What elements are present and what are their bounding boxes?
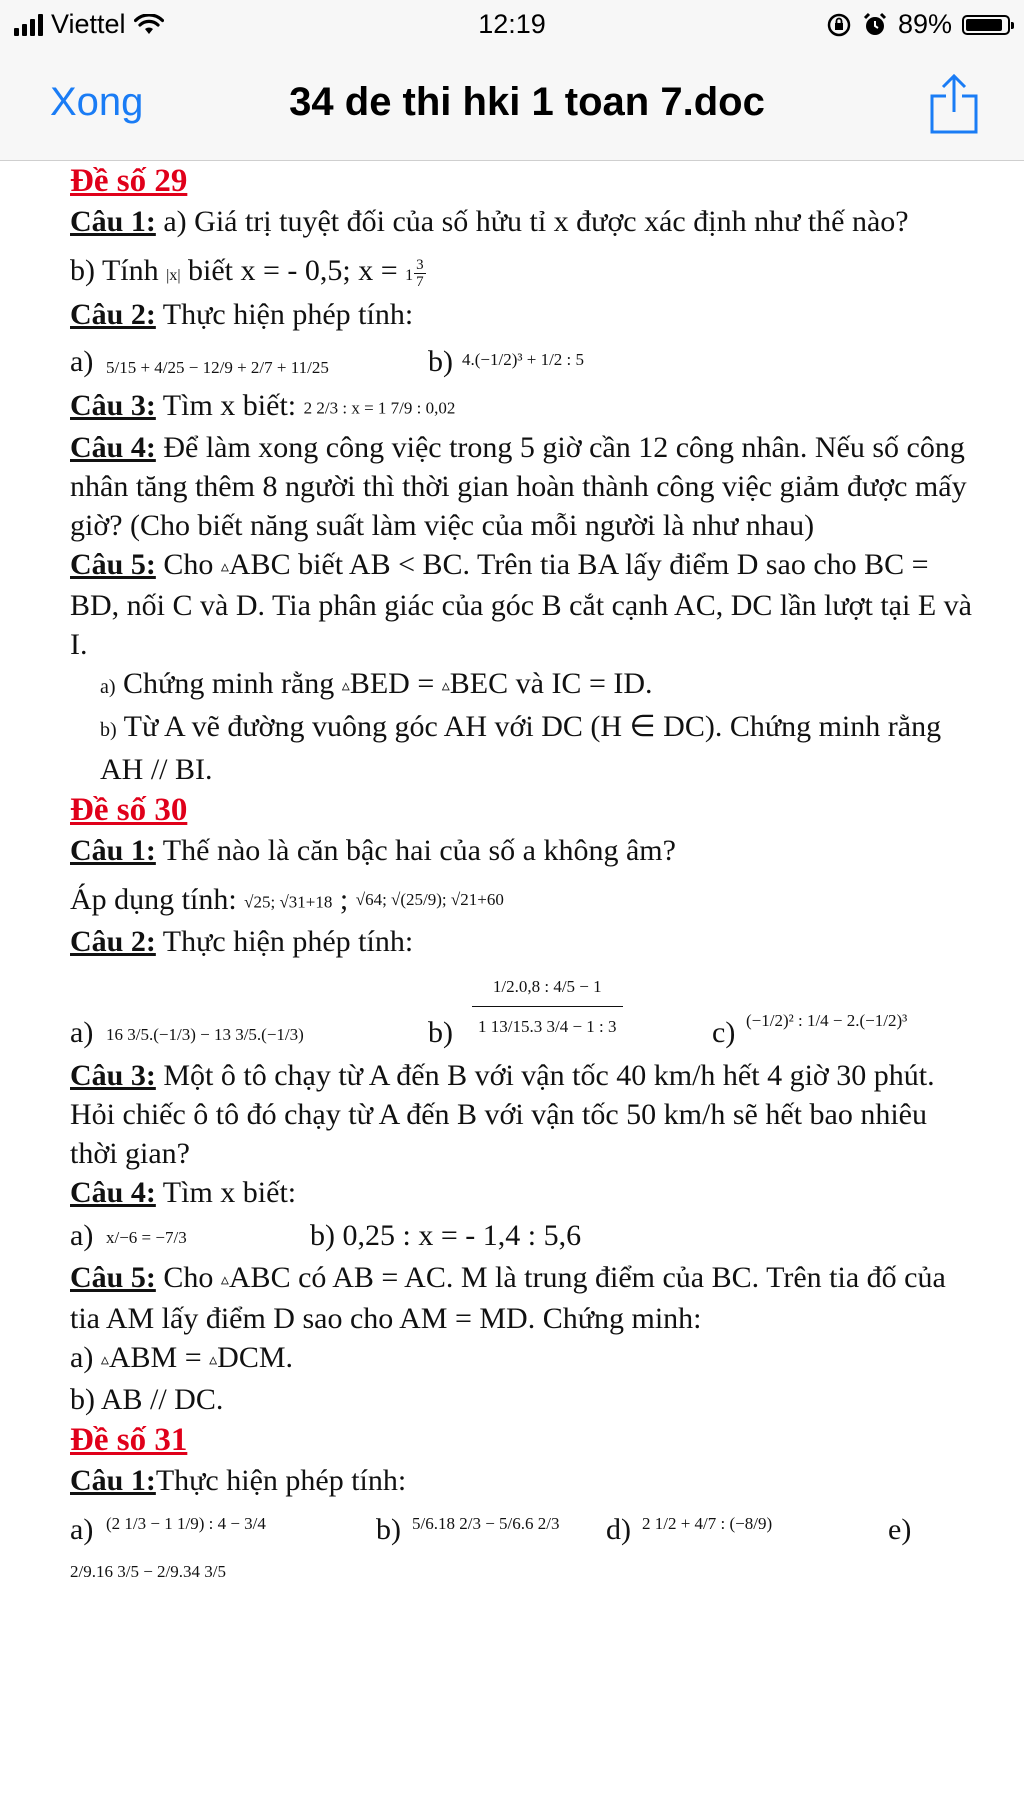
expression: (−1/2)² : 1/4 − 2.(−1/2)³ bbox=[746, 1010, 908, 1030]
question-5: Câu 5: Cho ▵ABC biết AB < BC. Trên tia BA lấy điểm D sao cho BC = BD, nối C và D. Tia phân giác của góc B cắt cạnh AC, DC lần lượt tại E và I. bbox=[70, 547, 972, 662]
question-5a: a) Chứng minh rằng ▵BED = ▵BEC và IC = ID. bbox=[100, 667, 653, 701]
expression: 4.(−1/2)³ + 1/2 : 5 bbox=[462, 350, 585, 369]
question-2: Câu 2: Thực hiện phép tính: bbox=[70, 924, 414, 958]
clock: 12:19 bbox=[478, 9, 546, 39]
question-1-apply: Áp dụng tính: √25; √31+18 ; $^{√64; √(25/9); √21+60}$ bbox=[70, 883, 504, 917]
status-bar bbox=[0, 0, 1024, 50]
question-5a: a) ▵ABM = ▵DCM. bbox=[70, 1341, 294, 1375]
battery-fill bbox=[966, 19, 1002, 31]
question-5: Câu 5: Cho ▵ABC có AB = AC. M là trung điểm của BC. Trên tia đố của tia AM lấy điểm D sao cho AM = MD. Chứng minh: bbox=[70, 1260, 946, 1336]
expression: √25; √31+18 bbox=[244, 892, 333, 912]
expression: 16 3/5.(−1/3) − 13 3/5.(−1/3) bbox=[106, 1024, 304, 1044]
status-right bbox=[826, 9, 1010, 40]
question-3: Câu 3: Một ô tô chạy từ A đến B với vận tốc 40 km/h hết 4 giờ 30 phút. Hỏi chiếc ô tô đó chạy từ A đến B với vận tốc 50 km/h sẽ hết bao nhiêu thời gian? bbox=[70, 1058, 935, 1170]
orientation-lock-icon bbox=[826, 12, 852, 38]
expression: 2 2/3 : x = 1 7/9 : 0,02 bbox=[303, 398, 456, 418]
carrier-name: Viettel bbox=[51, 9, 126, 39]
expression: x/−6 = −7/3 bbox=[106, 1227, 187, 1247]
battery-percent: 89% bbox=[897, 9, 952, 39]
nav-bar bbox=[0, 50, 1024, 161]
question-1-parts: a) (2 1/3 − 1 1/9) : 4 − 3/4 b) 5/6.18 2/3 − 5/6.6 2/3 d) 2 1/2 + 4/7 : (−8/9) e) bbox=[70, 1500, 975, 1552]
question-4: Câu 4: Tìm x biết: bbox=[70, 1175, 297, 1209]
battery-icon bbox=[962, 15, 1010, 35]
exam-heading-30: Đề số 30 bbox=[70, 792, 188, 829]
document-body bbox=[70, 160, 975, 1591]
expression: 2 1/2 + 4/7 : (−8/9) bbox=[642, 1514, 773, 1534]
question-4-parts: a) x/−6 = −7/3 b) 0,25 : x = - 1,4 : 5,6 bbox=[70, 1212, 975, 1258]
question-1: Câu 1: a) Giá trị tuyệt đối của số hửu tỉ x được xác định như thế nào? bbox=[70, 205, 909, 238]
question-1b: b) Tính |x| biết x = - 0,5; x = 1 $\frac{3}{7}$ bbox=[70, 254, 424, 290]
mixed-fraction: $\frac{3}{7}$ bbox=[416, 256, 424, 290]
compound-fraction: 1/2.0,8 : 4/5 − 1 1 13/15.3 3/4 − 1 : 3 bbox=[472, 967, 623, 1046]
question-4: Câu 4: Để làm xong công việc trong 5 giờ cần 12 công nhân. Nếu số công nhân tăng thêm 8 người thì thời gian hoàn thành công việc giảm được mấy giờ? (Cho biết năng suất làm việc của mỗi người là như nhau) bbox=[70, 430, 967, 542]
expression: (2 1/3 − 1 1/9) : 4 − 3/4 bbox=[106, 1514, 266, 1534]
done-button[interactable]: Xong bbox=[50, 80, 144, 124]
expression: 5/15 + 4/25 − 12/9 + 2/7 + 11/25 bbox=[106, 358, 329, 377]
expression: √64; √(25/9); √21+60 bbox=[355, 890, 504, 910]
question-2-parts: a) 16 3/5.(−1/3) − 13 3/5.(−1/3) b) 1/2.0,8 : 4/5 − 1 1 13/15.3 3/4 − 1 : 3 c) (−1/2)² : 1/4 − 2.(−1/2)³ bbox=[70, 961, 975, 1056]
expression: 5/6.18 2/3 − 5/6.6 2/3 bbox=[412, 1514, 560, 1534]
alarm-icon bbox=[862, 12, 888, 38]
question-5b: b) AB // DC. bbox=[70, 1383, 224, 1417]
question-2: Câu 2: Thực hiện phép tính: bbox=[70, 298, 414, 331]
document-title: 34 de thi hki 1 toan 7.doc bbox=[289, 80, 765, 124]
question-1: Câu 1:Thực hiện phép tính: bbox=[70, 1464, 407, 1498]
question-5b: b) Từ A vẽ đường vuông góc AH với DC (H ∈ DC). Chứng minh rằng AH // BI. bbox=[100, 710, 942, 787]
question-2-parts: a) 5/15 + 4/25 − 12/9 + 2/7 + 11/25 b) 4.(−1/2)³ + 1/2 : 5 bbox=[70, 334, 975, 386]
question-1: Câu 1: Thế nào là căn bậc hai của số a không âm? bbox=[70, 834, 676, 868]
exam-heading-31: Đề số 31 bbox=[70, 1422, 188, 1459]
question-3: Câu 3: Tìm x biết: 2 2/3 : x = 1 7/9 : 0,02 bbox=[70, 389, 456, 422]
share-icon[interactable] bbox=[928, 72, 980, 136]
expression: 2/9.16 3/5 − 2/9.34 3/5 bbox=[70, 1562, 226, 1582]
exam-heading-29: Đề số 29 bbox=[70, 163, 188, 199]
